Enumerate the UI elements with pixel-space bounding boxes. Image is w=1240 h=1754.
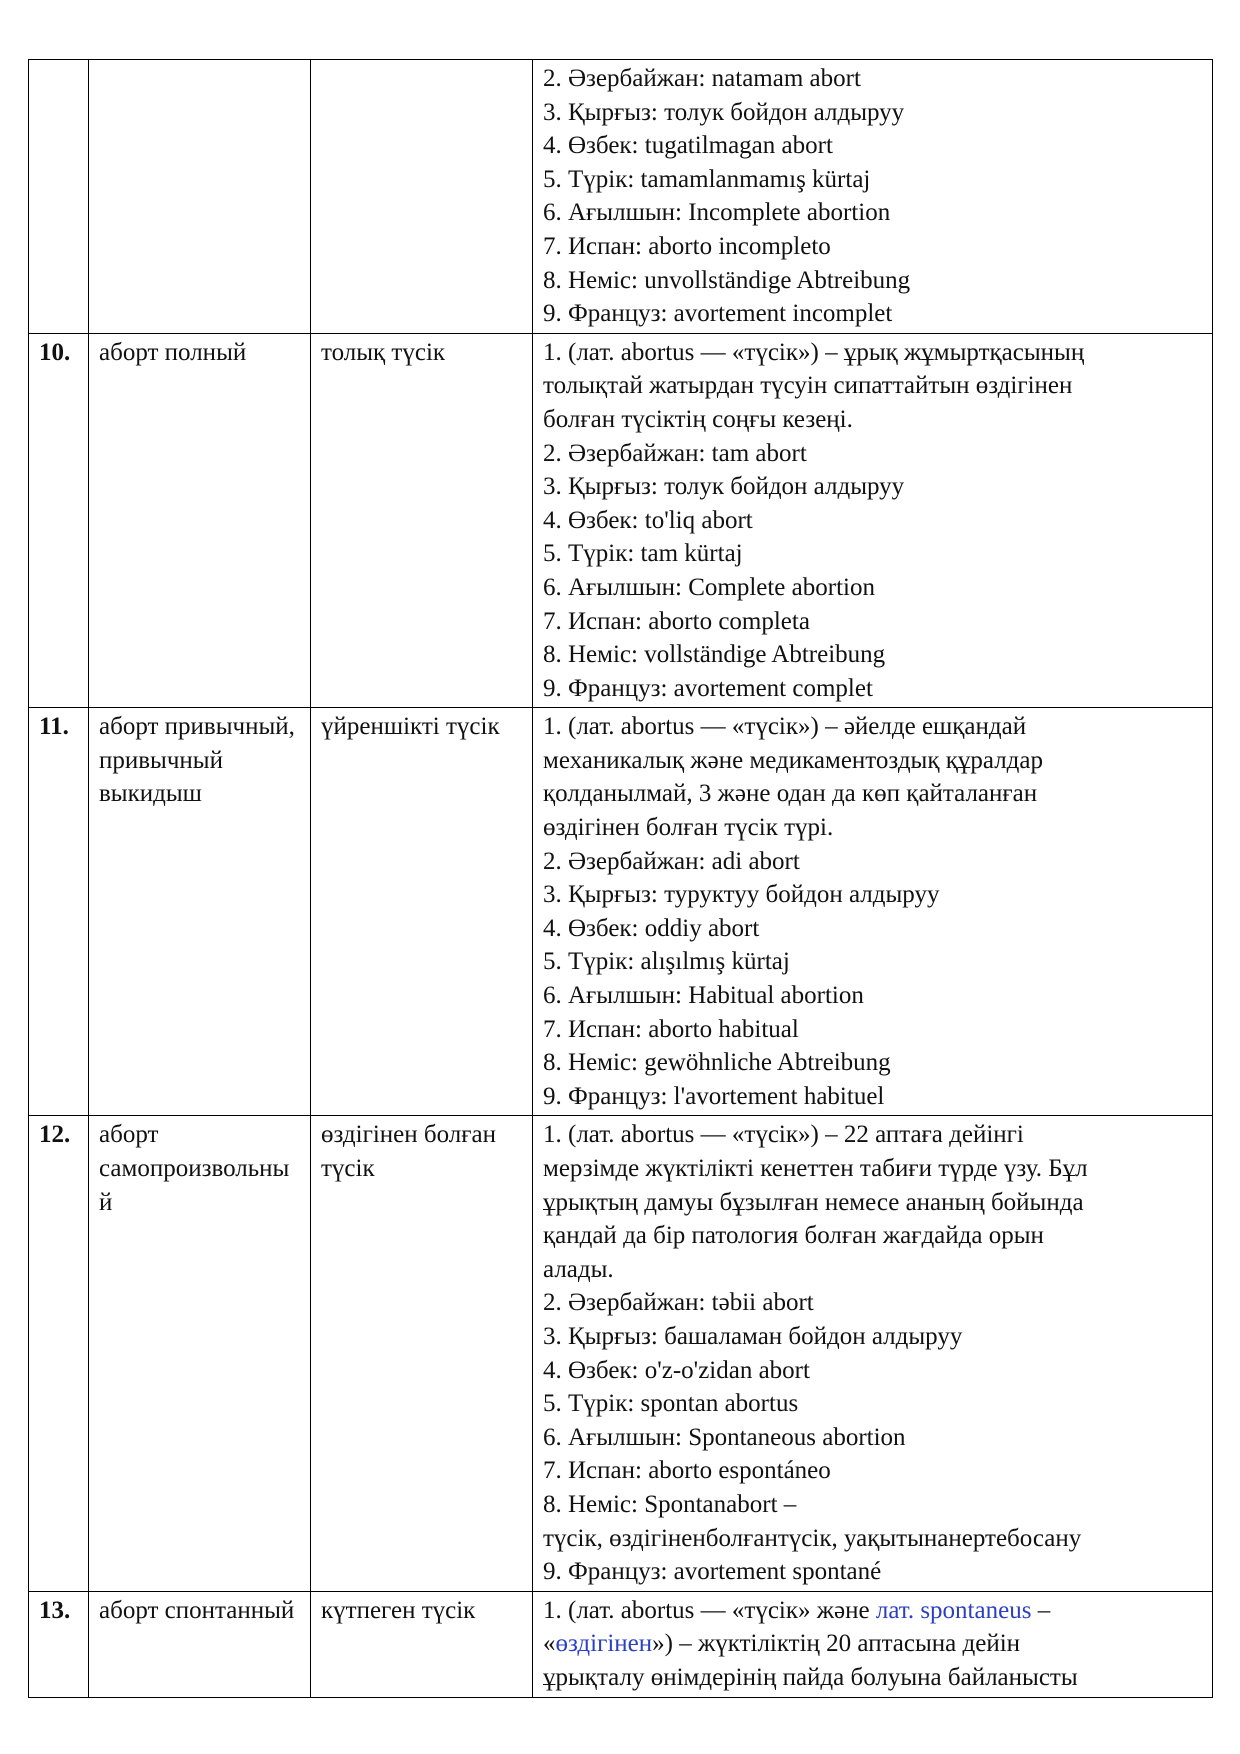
translation-line: 2. Әзербайжан: natamam abort bbox=[543, 65, 861, 92]
definition-line: мерзімде жүктілікті кенеттен табиғи түрде үзу. Бұл bbox=[543, 1155, 1088, 1182]
definition-text: « bbox=[543, 1630, 556, 1658]
translation-line: 2. Әзербайжан: təbii abort bbox=[543, 1289, 814, 1317]
translation-line: 5. Түрік: spontan abortus bbox=[543, 1390, 799, 1418]
table-row bbox=[29, 60, 1213, 334]
translation-line: 7. Испан: aborto completa bbox=[543, 607, 810, 635]
glossary-table bbox=[28, 59, 1213, 1698]
definition-line: ұрықталу өнімдерінің пайда болуына байланысты bbox=[543, 1663, 1078, 1691]
translation-line: 5. Түрік: alışılmış kürtaj bbox=[543, 948, 790, 976]
table-row bbox=[29, 333, 1213, 708]
definition-line: 1. (лат. abortus — «түсік») – әйелде ешқандай bbox=[543, 713, 1027, 741]
translation-line: 8. Неміс: gewöhnliche Abtreibung bbox=[543, 1049, 891, 1077]
translation-line: 6. Ағылшын: Incomplete abortion bbox=[543, 199, 891, 227]
kazakh-term: күтпеген түсік bbox=[311, 1591, 533, 1697]
kazakh-term: толық түсік bbox=[311, 333, 533, 708]
definition-line: ұрықтың дамуы бұзылған немесе ананың бойында bbox=[543, 1188, 1084, 1216]
translation-line: 9. Француз: avortement incomplet bbox=[543, 300, 893, 328]
kazakh-term bbox=[311, 60, 533, 334]
translation-line: 3. Қырғыз: толук бойдон алдыруу bbox=[543, 473, 905, 501]
translation-line: 7. Испан: aborto espontáneo bbox=[543, 1457, 831, 1485]
translation-line: 7. Испан: aborto incompleto bbox=[543, 232, 831, 260]
translation-line: 3. Қырғыз: туруктуу бойдон алдыруу bbox=[543, 881, 940, 909]
definition-cell bbox=[533, 1591, 1213, 1697]
definition-text: 1. (лат. abortus — «түсік» және bbox=[543, 1596, 876, 1624]
row-number: 13. bbox=[29, 1591, 89, 1697]
translation-line: 7. Испан: aborto habitual bbox=[543, 1015, 799, 1043]
definition-cell bbox=[533, 333, 1213, 708]
definition-line: 1. (лат. abortus — «түсік») – ұрық жұмыртқасының bbox=[543, 338, 1085, 366]
definition-text: ») – жүктіліктің 20 аптасына дейін bbox=[652, 1630, 1021, 1658]
translation-line: 3. Қырғыз: толук бойдон алдыруу bbox=[543, 98, 905, 126]
definition-cell bbox=[533, 60, 1213, 334]
russian-term: аборт спонтанный bbox=[89, 1591, 311, 1697]
kazakh-term: үйреншікті түсік bbox=[311, 708, 533, 1116]
definition-line: өздігінен болған түсік түрі. bbox=[543, 814, 834, 842]
translation-line: 4. Өзбек: o'z-o'zidan abort bbox=[543, 1356, 810, 1384]
translation-line: 9. Француз: avortement spontané bbox=[543, 1558, 882, 1586]
translation-line: 8. Неміс: vollständige Abtreibung bbox=[543, 641, 886, 669]
latin-link[interactable]: лат. spontaneus bbox=[875, 1596, 1032, 1624]
translation-line: 8. Неміс: Spontanabort – bbox=[543, 1490, 797, 1518]
translation-line: 6. Ағылшын: Habitual abortion bbox=[543, 982, 864, 1010]
russian-term: аборт полный bbox=[89, 333, 311, 708]
definition-cell bbox=[533, 708, 1213, 1116]
kazakh-link[interactable]: өздігінен bbox=[555, 1630, 653, 1658]
kazakh-term: өздігінен болған түсік bbox=[311, 1116, 533, 1591]
definition-line bbox=[543, 1627, 1202, 1661]
definition-line: қолданылмай, 3 және одан да көп қайталанған bbox=[543, 780, 1038, 808]
translation-line: 2. Әзербайжан: adi abort bbox=[543, 847, 800, 875]
row-number bbox=[29, 60, 89, 334]
translation-line: 4. Өзбек: oddiy abort bbox=[543, 914, 760, 942]
translation-line: 5. Түрік: tam kürtaj bbox=[543, 540, 743, 568]
translation-line: 6. Ағылшын: Complete abortion bbox=[543, 573, 875, 601]
definition-cell bbox=[533, 1116, 1213, 1591]
definition-line: қандай да бір патология болған жағдайда орын bbox=[543, 1222, 1044, 1250]
russian-term: аборт привычный, привычный выкидыш bbox=[89, 708, 311, 1116]
translation-line: 9. Француз: avortement complet bbox=[543, 674, 873, 702]
table-row bbox=[29, 708, 1213, 1116]
translation-line: 4. Өзбек: tugatilmagan abort bbox=[543, 132, 833, 160]
definition-line: толықтай жатырдан түсуін сипаттайтын өздігінен bbox=[543, 372, 1073, 400]
row-number: 12. bbox=[29, 1116, 89, 1591]
definition-line: 1. (лат. abortus — «түсік») – 22 аптаға дейінгі bbox=[543, 1121, 1024, 1149]
definition-line: алады. bbox=[543, 1255, 614, 1283]
translation-line: 3. Қырғыз: башаламан бойдон алдыруу bbox=[543, 1322, 963, 1350]
definition-line: болған түсіктің соңғы кезеңі. bbox=[543, 405, 853, 433]
translation-line: 2. Әзербайжан: tam abort bbox=[543, 439, 807, 467]
definition-line bbox=[543, 1594, 1202, 1628]
russian-term bbox=[89, 60, 311, 334]
translation-line: түсік, өздігіненболғантүсік, уақытынанертебосану bbox=[543, 1524, 1082, 1552]
translation-line: 8. Неміс: unvollständige Abtreibung bbox=[543, 266, 911, 294]
table-row bbox=[29, 1116, 1213, 1591]
row-number: 10. bbox=[29, 333, 89, 708]
definition-line: механикалық және медикаментоздық құралдар bbox=[543, 746, 1043, 774]
table-row bbox=[29, 1591, 1213, 1697]
translation-line: 4. Өзбек: to'liq abort bbox=[543, 506, 753, 534]
translation-line: 5. Түрік: tamamlanmamış kürtaj bbox=[543, 165, 871, 193]
row-number: 11. bbox=[29, 708, 89, 1116]
translation-line: 6. Ағылшын: Spontaneous abortion bbox=[543, 1423, 906, 1451]
translation-line: 9. Француз: l'avortement habituel bbox=[543, 1082, 885, 1110]
definition-text: – bbox=[1031, 1596, 1051, 1624]
russian-term: аборт самопроизвольный bbox=[89, 1116, 311, 1591]
